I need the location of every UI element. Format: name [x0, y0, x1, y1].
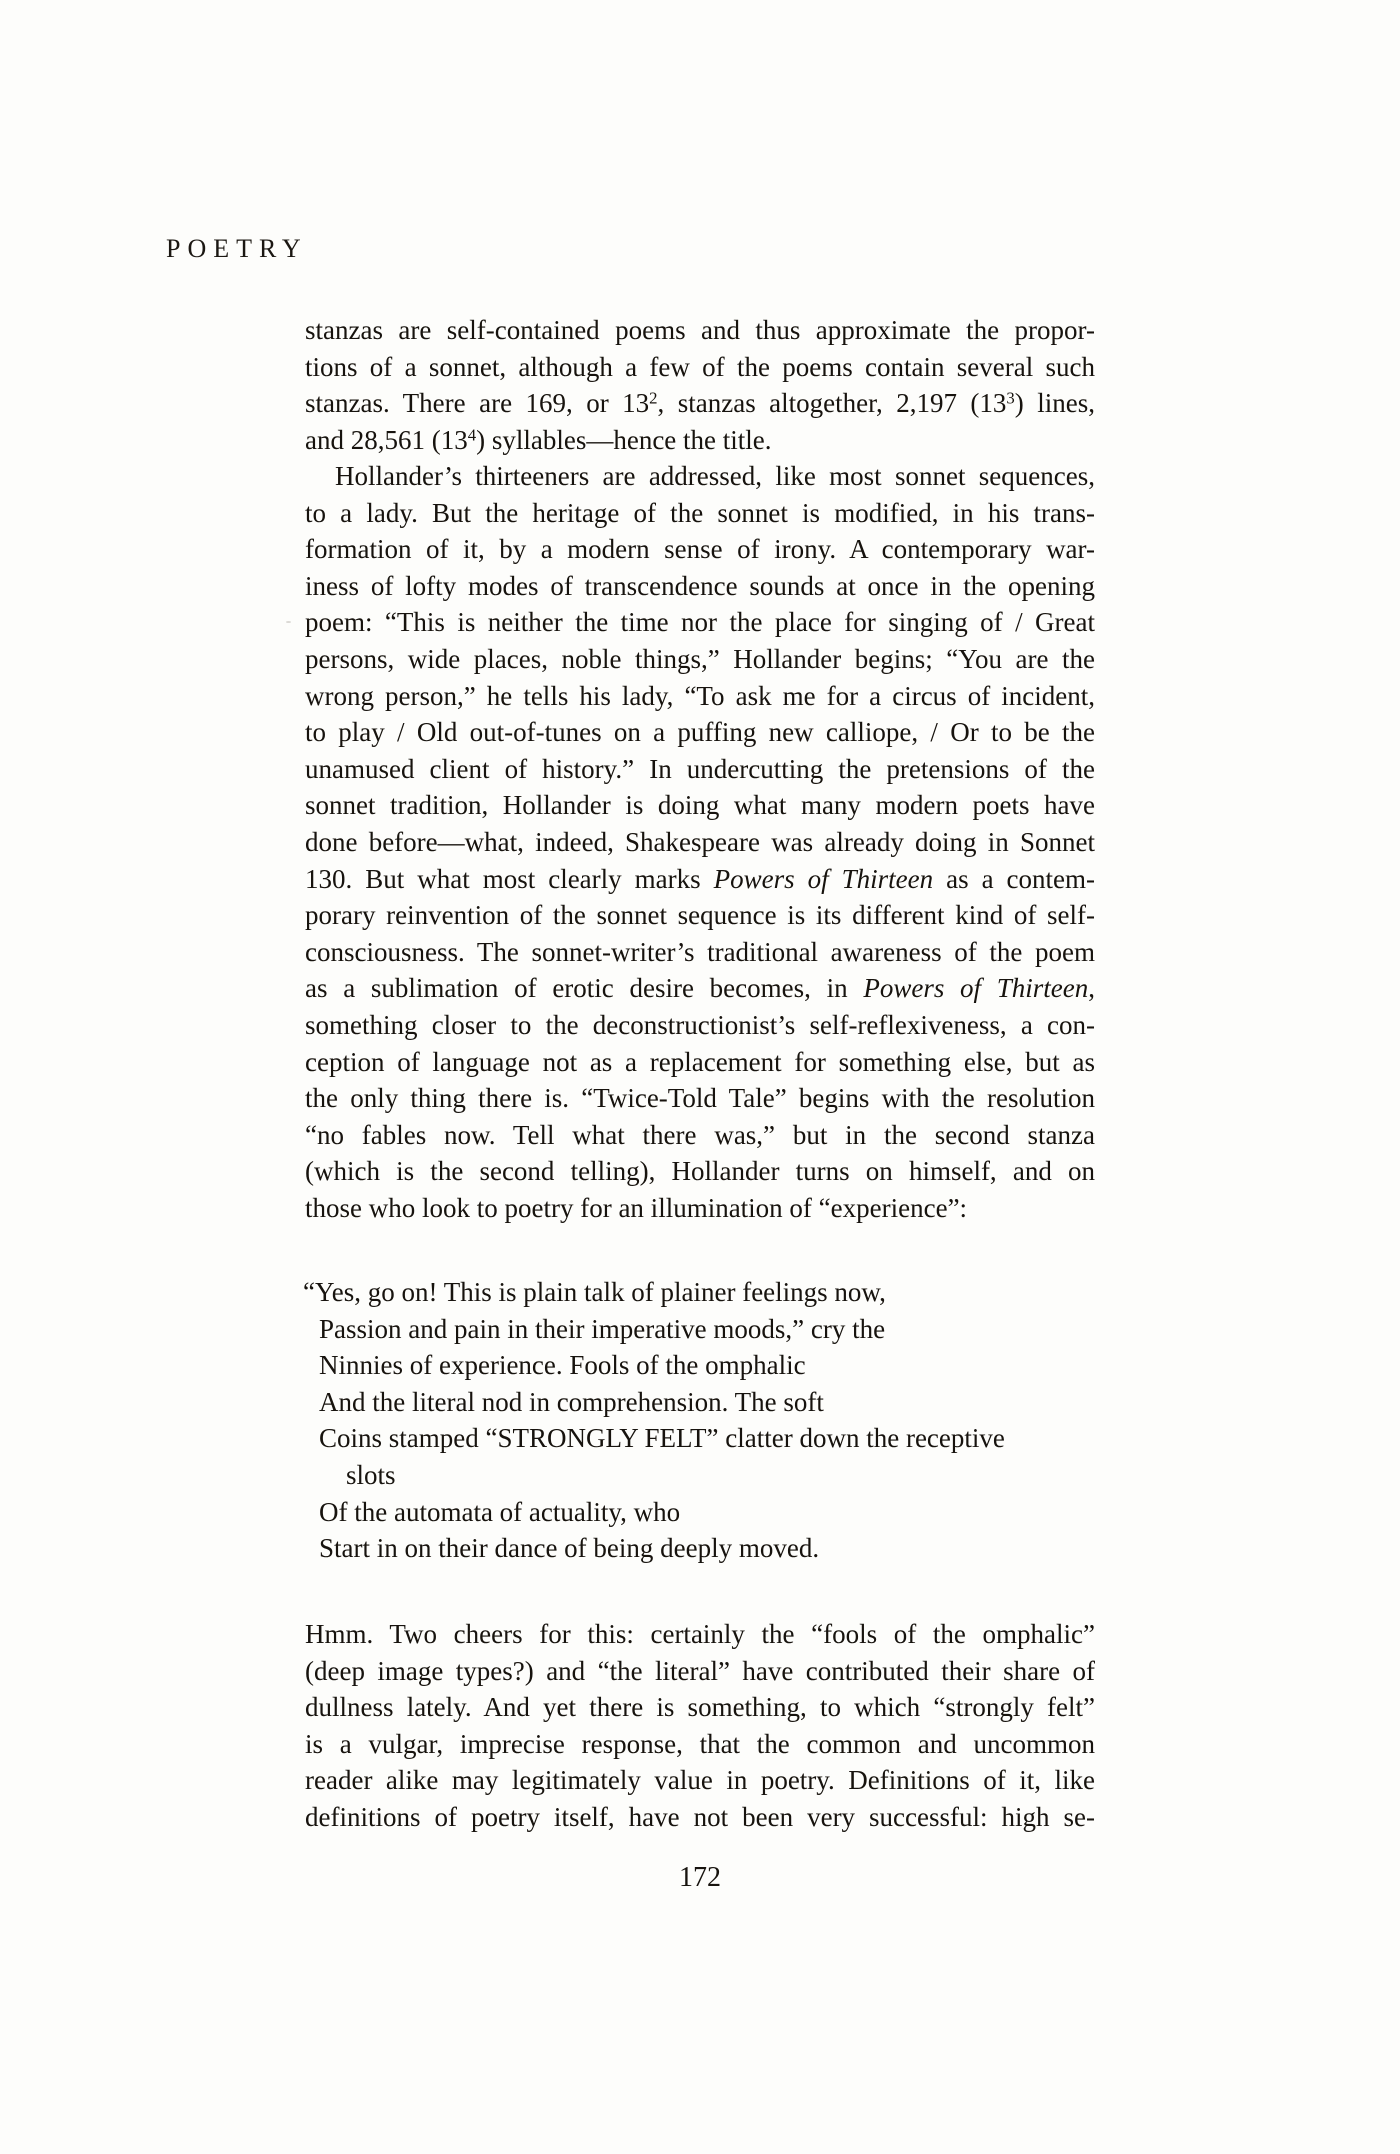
text-line: porary reinvention of the sonnet sequence is its different kind of self- [305, 900, 1095, 931]
text-line: definitions of poetry itself, have not been very successful: high se- [305, 1801, 1095, 1832]
text-line: stanzas are self-contained poems and thus approximate the propor- [305, 315, 1095, 345]
text-line: ception of language not as a replacement for something else, but as [305, 1046, 1095, 1077]
paragraph-opening [305, 312, 1095, 458]
paragraph-hollander [305, 458, 1095, 1226]
text-line: and 28,561 $(13^4)$ syllables—hence the title. [305, 424, 772, 455]
text-line: slots [346, 1459, 396, 1490]
text-line: (which is the second telling), Hollander turns on himself, and on [305, 1156, 1095, 1187]
verse-quote [305, 1274, 1095, 1567]
text-line: Start in on their dance of being deeply moved. [319, 1533, 820, 1564]
paragraph-closing [305, 1616, 1095, 1836]
text-line: (deep image types?) and “the literal” have contributed their share of [305, 1655, 1095, 1686]
text-line: Of the automata of actuality, who [319, 1496, 681, 1527]
text-line: the only thing there is. “Twice-Told Tale” begins with the resolution [305, 1083, 1095, 1114]
text-line: And the literal nod in comprehension. The soft [319, 1386, 824, 1417]
text-line: stanzas. There are 169, or $13^2$, stanzas altogether, 2,197 $(13^3)$ lines, [305, 388, 1095, 419]
text-line: Hmm. Two cheers for this: certainly the “fools of the omphalic” [305, 1619, 1095, 1649]
text-line: tions of a sonnet, although a few of the poems contain several such [305, 351, 1095, 382]
text-line: poem: “This is neither the time nor the place for singing of / Great [305, 607, 1095, 638]
text-line: dullness lately. And yet there is something, to which “strongly felt” [305, 1692, 1095, 1723]
page-number: 172 [679, 1862, 721, 1893]
text-line: “no fables now. Tell what there was,” but in the second stanza [305, 1119, 1095, 1150]
scan-speckle [903, 957, 907, 960]
text-line: Ninnies of experience. Fools of the omphalic [319, 1350, 806, 1381]
text-line: iness of lofty modes of transcendence sounds at once in the opening [305, 570, 1095, 601]
text-line: those who look to poetry for an illumination of “experience”: [305, 1192, 968, 1223]
text-line: something closer to the deconstructionist’s self-reflexiveness, a con- [305, 1009, 1095, 1040]
text-line: Coins stamped “STRONGLY FELT” clatter down the receptive [319, 1423, 1005, 1454]
text-line: to a lady. But the heritage of the sonnet is modified, in his trans- [305, 497, 1095, 528]
text-line: formation of it, by a modern sense of irony. A contemporary war- [305, 534, 1095, 565]
text-line: Passion and pain in their imperative moods,” cry the [319, 1313, 886, 1344]
text-line: 130. But what most clearly marks Powers of Thirteen as a contem- [305, 863, 1096, 894]
text-line: as a sublimation of erotic desire becomes, in Powers of Thirteen, [305, 973, 1096, 1004]
text-line: consciousness. The sonnet-writer’s traditional awareness of the poem [305, 936, 1095, 967]
text-line: Hollander’s thirteeners are addressed, like most sonnet sequences, [335, 461, 1095, 491]
text-line: reader alike may legitimately value in poetry. Definitions of it, like [305, 1765, 1095, 1796]
scan-speckle [286, 621, 291, 623]
text-line: done before—what, indeed, Shakespeare was already doing in Sonnet [305, 826, 1095, 857]
text-line: to play / Old out-of-tunes on a puffing new calliope, / Or to be the [305, 717, 1095, 748]
text-line: persons, wide places, noble things,” Hollander begins; “You are the [305, 643, 1095, 674]
running-head: POETRY [166, 234, 308, 263]
text-line: unamused client of history.” In undercutting the pretensions of the [305, 753, 1095, 784]
text-line: “Yes, go on! This is plain talk of plainer feelings now, [303, 1277, 886, 1307]
text-line: is a vulgar, imprecise response, that the common and uncommon [305, 1728, 1095, 1759]
text-line: sonnet tradition, Hollander is doing what many modern poets have [305, 790, 1095, 821]
text-line: wrong person,” he tells his lady, “To ask me for a circus of incident, [305, 680, 1095, 711]
